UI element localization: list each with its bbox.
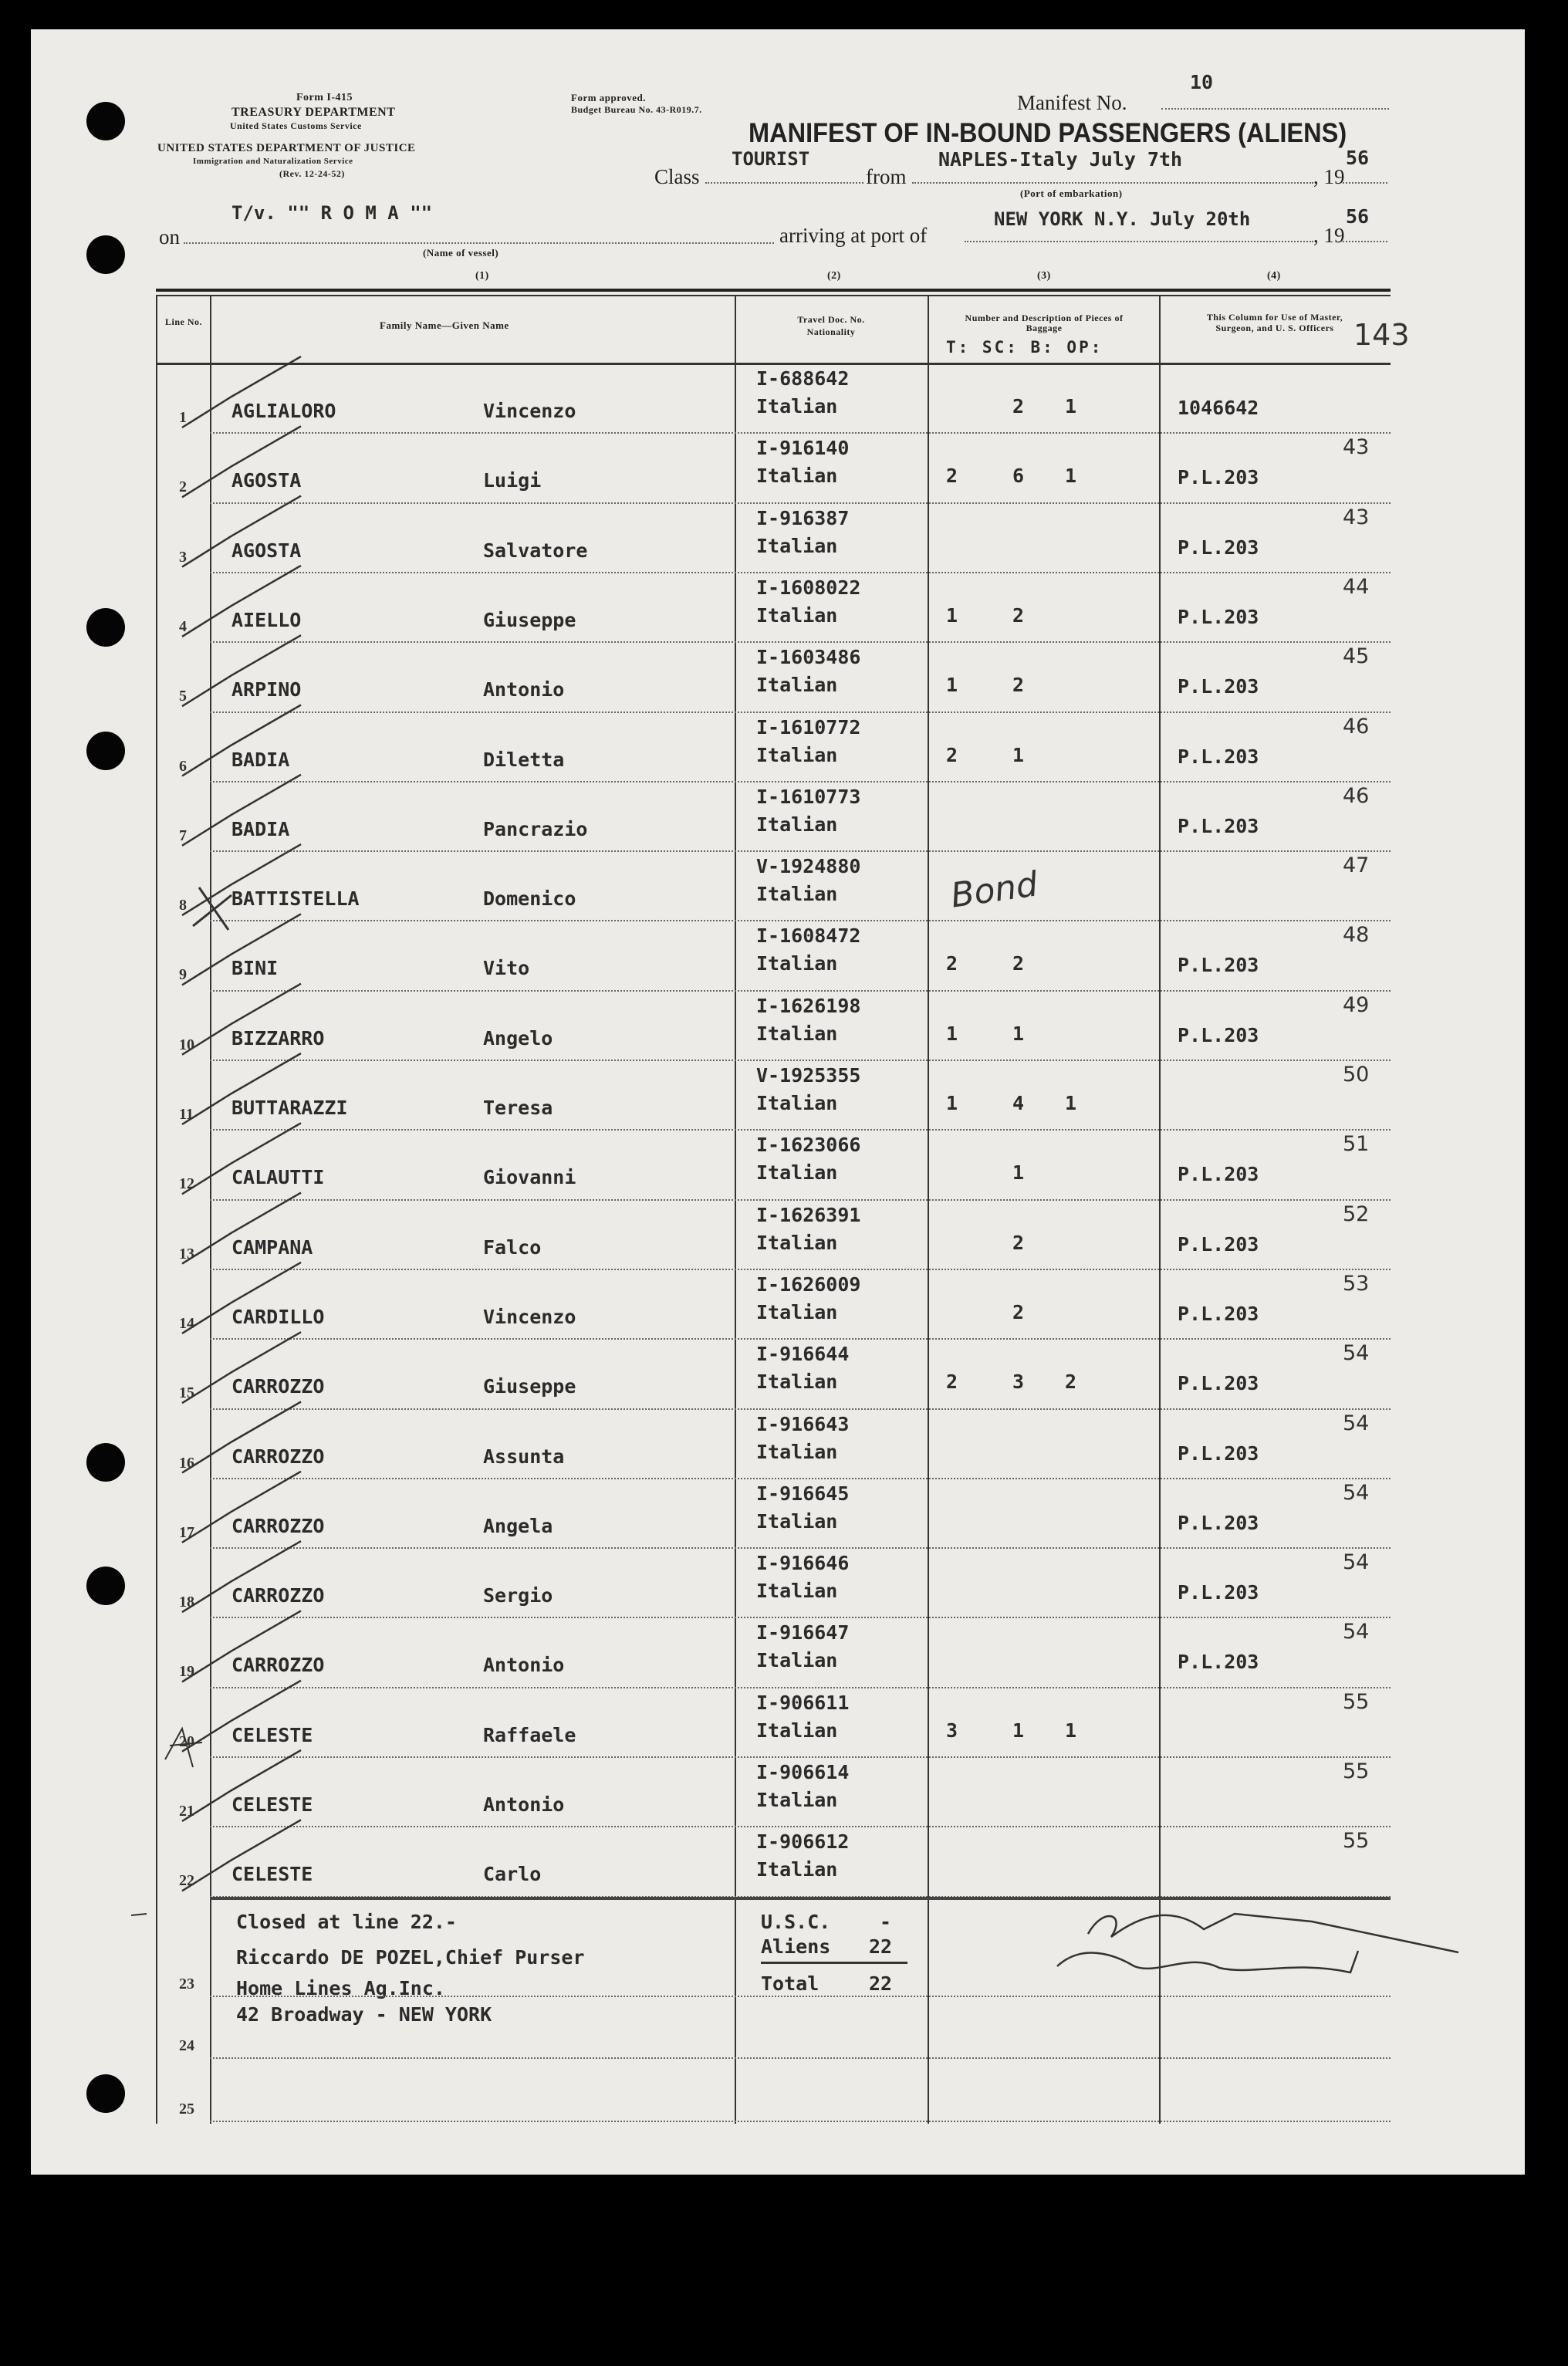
line-number: 15 [179, 1384, 194, 1402]
family-name: CELESTE [231, 1793, 313, 1816]
baggage-t: 1 [946, 1092, 958, 1114]
col2-marker: (2) [827, 270, 841, 282]
baggage-t: 2 [946, 1371, 958, 1394]
baggage-sc: 6 [1012, 465, 1025, 488]
family-name: CAMPANA [231, 1235, 313, 1259]
total-label: Total [761, 1972, 819, 1995]
check-tick-mark [182, 1541, 301, 1612]
year-prefix: , 19 [1313, 165, 1345, 188]
form-approved: Form approved. [571, 92, 647, 103]
officer-note: 55 [1343, 1689, 1370, 1714]
line-number: 24 [179, 2037, 194, 2054]
check-tick-mark [182, 1123, 301, 1194]
check-tick-mark [182, 775, 301, 846]
line-number: 17 [179, 1523, 194, 1541]
given-name: Teresa [483, 1097, 553, 1119]
travel-doc-number: I-1610773 [756, 785, 861, 808]
officer-note: 54 [1343, 1480, 1370, 1505]
travel-doc-number: I-906611 [756, 1691, 850, 1714]
family-name: CARDILLO [231, 1305, 325, 1328]
given-name: Pancrazio [483, 817, 588, 840]
travel-doc-number: V-1924880 [756, 855, 861, 878]
travel-doc-number: I-1608022 [756, 576, 861, 599]
given-name: Vincenzo [483, 1305, 576, 1328]
nationality: Italian [756, 952, 838, 975]
travel-doc-number: I-1608472 [756, 924, 861, 948]
line-number: 5 [179, 688, 187, 705]
port-embark-caption: (Port of embarkation) [1020, 188, 1123, 199]
given-name: Giuseppe [483, 1375, 576, 1398]
family-name: CARROZZO [231, 1654, 325, 1677]
family-name: BIZZARRO [231, 1026, 325, 1049]
nationality: Italian [756, 1719, 838, 1742]
officer-remark: P.L.203 [1178, 536, 1259, 559]
line-number: 7 [179, 826, 187, 844]
officer-note: 54 [1343, 1411, 1370, 1435]
officer-remark: P.L.203 [1178, 466, 1259, 489]
nationality: Italian [756, 1300, 838, 1323]
line-number: 21 [179, 1803, 194, 1820]
family-name: BATTISTELLA [231, 887, 360, 911]
travel-doc-number: I-906612 [756, 1830, 850, 1854]
baggage-sc: 2 [1012, 1231, 1025, 1254]
baggage-t: 3 [946, 1719, 958, 1742]
travel-doc-number: I-1610772 [756, 715, 861, 739]
given-name: Sergio [483, 1584, 553, 1607]
baggage-sc: 2 [1012, 674, 1025, 697]
officer-note: 54 [1343, 1550, 1370, 1575]
on-label: on [159, 225, 180, 248]
nationality: Italian [756, 465, 838, 488]
justice-dept: UNITED STATES DEPARTMENT OF JUSTICE [157, 142, 416, 154]
given-name: Giovanni [483, 1166, 576, 1189]
manifest-no: 10 [1190, 71, 1214, 93]
travel-doc-number: I-916647 [756, 1621, 850, 1644]
given-name: Angelo [483, 1026, 553, 1049]
arrival-value: NEW YORK N.Y. July 20th [994, 208, 1251, 230]
officer-remark: P.L.203 [1178, 814, 1259, 837]
arriving-label: arriving at port of [779, 224, 928, 247]
given-name: Assunta [483, 1445, 565, 1468]
nationality: Italian [756, 1858, 838, 1881]
baggage-t: 2 [946, 465, 958, 488]
officer-signature [1057, 1951, 1358, 1972]
travel-doc-number: I-1626391 [756, 1203, 861, 1226]
officer-note: 55 [1343, 1829, 1370, 1854]
check-tick-mark [182, 1472, 301, 1543]
travel-doc-number: I-1626198 [756, 994, 861, 1017]
officer-note: 50 [1343, 1063, 1370, 1087]
baggage-sc: 2 [1012, 1300, 1025, 1323]
col-header-officer: This Column for Use of Master, Surgeon, and U. S. Officers [1206, 312, 1343, 333]
baggage-sc: 2 [1012, 603, 1025, 627]
given-name: Antonio [483, 1793, 565, 1816]
usc-value: - [880, 1911, 892, 1933]
given-name: Carlo [483, 1863, 542, 1886]
year2-prefix: , 19 [1313, 224, 1345, 247]
officer-remark: P.L.203 [1178, 954, 1259, 977]
officer-remark: P.L.203 [1178, 1163, 1259, 1186]
agency-name: Home Lines Ag.Inc. [236, 1977, 445, 1999]
check-tick-mark [182, 1820, 301, 1891]
baggage-b: 1 [1065, 1719, 1077, 1742]
officer-remark: P.L.203 [1178, 1302, 1259, 1325]
closed-at-line: Closed at line 22.- [236, 1911, 457, 1933]
officer-note: 46 [1343, 714, 1370, 739]
line-number: 10 [179, 1036, 194, 1053]
line-number: 8 [179, 897, 187, 914]
line-number: 6 [179, 757, 187, 775]
travel-doc-number: V-1925355 [756, 1064, 861, 1087]
col-header-baggage: Number and Description of Pieces of Baggage [965, 313, 1124, 333]
travel-doc-number: I-916643 [756, 1412, 850, 1435]
col-header-name: Family Name—Given Name [380, 319, 509, 331]
check-tick-mark [182, 426, 301, 497]
family-name: AIELLO [231, 608, 302, 631]
family-name: CARROZZO [231, 1584, 325, 1607]
given-name: Falco [483, 1235, 542, 1259]
officer-note: 44 [1343, 574, 1370, 599]
baggage-b: 1 [1065, 1092, 1077, 1114]
given-name: Vito [483, 957, 530, 980]
check-tick-mark [182, 844, 301, 915]
baggage-sc: 2 [1012, 952, 1025, 975]
travel-doc-number: I-916140 [756, 437, 850, 460]
line-number: 25 [179, 2101, 194, 2118]
officer-note: 52 [1343, 1202, 1370, 1226]
baggage-b: 1 [1065, 465, 1077, 488]
officer-remark: P.L.203 [1178, 1651, 1259, 1674]
officer-remark: P.L.203 [1178, 1023, 1259, 1046]
family-name: BINI [231, 957, 279, 980]
nationality: Italian [756, 1092, 838, 1114]
initial-mark [165, 1729, 202, 1767]
line-number: 23 [179, 1976, 194, 1993]
line-number: 19 [179, 1663, 194, 1681]
check-tick-mark [182, 1402, 301, 1473]
year2-value: 56 [1346, 205, 1370, 228]
line-number: 12 [179, 1175, 194, 1193]
customs-service: United States Customs Service [230, 120, 362, 131]
x-mark [193, 887, 231, 930]
nationality: Italian [756, 883, 838, 906]
check-tick-mark [182, 1053, 301, 1124]
family-name: ARPINO [231, 678, 302, 701]
officer-note: 53 [1343, 1271, 1370, 1296]
baggage-sc: 1 [1012, 1022, 1025, 1045]
family-name: CARROZZO [231, 1514, 325, 1537]
family-name: CELESTE [231, 1723, 313, 1746]
travel-doc-number: I-916387 [756, 506, 850, 529]
officer-note: 43 [1343, 505, 1370, 529]
nationality: Italian [756, 1161, 838, 1185]
nationality: Italian [756, 1440, 838, 1463]
officer-note: 48 [1343, 923, 1370, 948]
travel-doc-number: I-688642 [756, 367, 850, 390]
officer-remark: P.L.203 [1178, 675, 1259, 698]
nationality: Italian [756, 1789, 838, 1811]
family-name: CALAUTTI [231, 1166, 325, 1189]
family-name: AGOSTA [231, 469, 302, 492]
given-name: Antonio [483, 1654, 565, 1677]
travel-doc-number: I-906614 [756, 1761, 850, 1783]
nationality: Italian [756, 1231, 838, 1254]
col-header-baggage-sub: T: SC: B: OP: [946, 338, 1103, 357]
baggage-b: 2 [1065, 1371, 1077, 1394]
given-name: Angela [483, 1514, 553, 1537]
line-number: 13 [179, 1245, 194, 1262]
col3-marker: (3) [1037, 270, 1051, 282]
nationality: Italian [756, 1371, 838, 1394]
check-tick-mark [182, 1681, 301, 1752]
officer-note: 46 [1343, 783, 1370, 808]
treasury-dept: TREASURY DEPARTMENT [231, 106, 396, 119]
officer-remark: P.L.203 [1178, 1581, 1259, 1604]
check-tick-mark [182, 914, 301, 985]
given-name: Raffaele [483, 1723, 576, 1746]
officer-note: 45 [1343, 644, 1370, 669]
col4-marker: (4) [1267, 270, 1281, 282]
officer-signature [1088, 1914, 1458, 1952]
nationality: Italian [756, 1022, 838, 1045]
bond-annotation: Bond [948, 864, 1040, 916]
nationality: Italian [756, 603, 838, 627]
nationality: Italian [756, 813, 838, 836]
check-tick-mark [182, 1332, 301, 1403]
baggage-b: 1 [1065, 395, 1077, 417]
family-name: CARROZZO [231, 1375, 325, 1398]
officer-note: 43 [1343, 435, 1370, 460]
col-header-line: Line No. [164, 316, 202, 327]
given-name: Domenico [483, 887, 576, 911]
family-name: AGOSTA [231, 539, 302, 562]
officer-remark: P.L.203 [1178, 1232, 1259, 1256]
nationality: Italian [756, 674, 838, 697]
nationality: Italian [756, 534, 838, 557]
line-number: 14 [179, 1314, 194, 1332]
officer-note: 49 [1343, 992, 1370, 1017]
nationality: Italian [756, 395, 838, 417]
given-name: Antonio [483, 678, 565, 701]
baggage-t: 1 [946, 603, 958, 627]
line-number: 4 [179, 617, 187, 635]
vessel-caption: (Name of vessel) [423, 247, 499, 259]
given-name: Salvatore [483, 539, 588, 562]
officer-remark: P.L.203 [1178, 1372, 1259, 1395]
check-tick-mark [182, 635, 301, 706]
line-number: 22 [179, 1872, 194, 1890]
line-number: 9 [179, 966, 187, 984]
line-number: 2 [179, 478, 187, 496]
baggage-t: 1 [946, 1022, 958, 1045]
officer-note: 54 [1343, 1341, 1370, 1366]
baggage-t: 2 [946, 952, 958, 975]
check-tick-mark [182, 984, 301, 1055]
travel-doc-number: I-1623066 [756, 1134, 861, 1157]
manifest-no-label: Manifest No. [1017, 91, 1127, 114]
given-name: Luigi [483, 469, 542, 492]
nationality: Italian [756, 743, 838, 766]
given-name: Diletta [483, 748, 565, 771]
check-tick-mark [182, 705, 301, 776]
officer-note: 55 [1343, 1759, 1370, 1783]
baggage-t: 2 [946, 743, 958, 766]
year-value: 56 [1346, 147, 1370, 169]
check-tick-mark [182, 1611, 301, 1682]
officer-remark: P.L.203 [1178, 1511, 1259, 1534]
nationality: Italian [756, 1580, 838, 1603]
manifest-title: MANIFEST OF IN-BOUND PASSENGERS (ALIENS) [749, 118, 1347, 148]
baggage-sc: 1 [1012, 1719, 1025, 1742]
family-name: BADIA [231, 748, 290, 771]
baggage-sc: 3 [1012, 1371, 1025, 1394]
class-value: TOURIST [732, 148, 810, 170]
officer-note: 47 [1343, 853, 1370, 878]
officer-remark: P.L.203 [1178, 745, 1259, 768]
usc-label: U.S.C. [761, 1911, 831, 1933]
aliens-label: Aliens [761, 1935, 831, 1958]
officer-remark: P.L.203 [1178, 1442, 1259, 1465]
check-tick-mark [182, 566, 301, 637]
form-number: Form I-415 [296, 92, 353, 103]
aliens-value: 22 [869, 1935, 893, 1958]
total-value: 22 [869, 1972, 893, 1995]
nationality: Italian [756, 1649, 838, 1672]
chief-purser: Riccardo DE POZEL,Chief Purser [236, 1946, 585, 1969]
from-label: from [866, 165, 907, 188]
travel-doc-number: I-1603486 [756, 646, 861, 669]
line-number: 16 [179, 1454, 194, 1472]
baggage-sc: 4 [1012, 1092, 1025, 1114]
class-label: Class [654, 165, 700, 188]
given-name: Vincenzo [483, 400, 576, 422]
travel-doc-number: I-1626009 [756, 1273, 861, 1296]
check-tick-mark [182, 1193, 301, 1264]
agency-address: 42 Broadway - NEW YORK [236, 2003, 492, 2026]
given-name: Giuseppe [483, 608, 576, 631]
check-tick-mark [182, 1262, 301, 1333]
check-tick-mark [182, 357, 301, 428]
baggage-t: 1 [946, 674, 958, 697]
check-tick-mark [182, 1750, 301, 1821]
baggage-sc: 1 [1012, 1161, 1025, 1185]
officer-remark: 1046642 [1178, 397, 1259, 419]
baggage-sc: 2 [1012, 395, 1025, 417]
page-stamp: 143 [1353, 318, 1410, 352]
officer-remark: P.L.203 [1178, 605, 1259, 628]
family-name: AGLIALORO [231, 400, 336, 422]
immigration-service: Immigration and Naturalization Service [193, 157, 353, 166]
line-number: 11 [179, 1106, 194, 1123]
nationality: Italian [756, 1509, 838, 1533]
line-number: 18 [179, 1594, 194, 1611]
from-value: NAPLES-Italy July 7th [938, 148, 1183, 171]
travel-doc-number: I-916645 [756, 1482, 850, 1505]
line-number: 3 [179, 548, 187, 566]
officer-note: 54 [1343, 1620, 1370, 1644]
family-name: CARROZZO [231, 1445, 325, 1468]
vessel-value: T/v. "" R O M A "" [231, 202, 433, 224]
line-number: 1 [179, 409, 187, 426]
officer-note: 51 [1343, 1132, 1370, 1157]
revision: (Rev. 12-24-52) [279, 168, 345, 179]
line-number: 20 [179, 1732, 194, 1750]
travel-doc-number: I-916644 [756, 1343, 850, 1366]
check-tick-mark [182, 496, 301, 567]
col1-marker: (1) [475, 270, 489, 282]
budget-bureau: Budget Bureau No. 43-R019.7. [571, 104, 702, 115]
travel-doc-number: I-916646 [756, 1552, 850, 1575]
baggage-sc: 1 [1012, 743, 1025, 766]
family-name: CELESTE [231, 1863, 313, 1886]
col-header-travel-doc: Travel Doc. No. Nationality [797, 314, 865, 337]
family-name: BUTTARAZZI [231, 1097, 348, 1119]
family-name: BADIA [231, 817, 290, 840]
